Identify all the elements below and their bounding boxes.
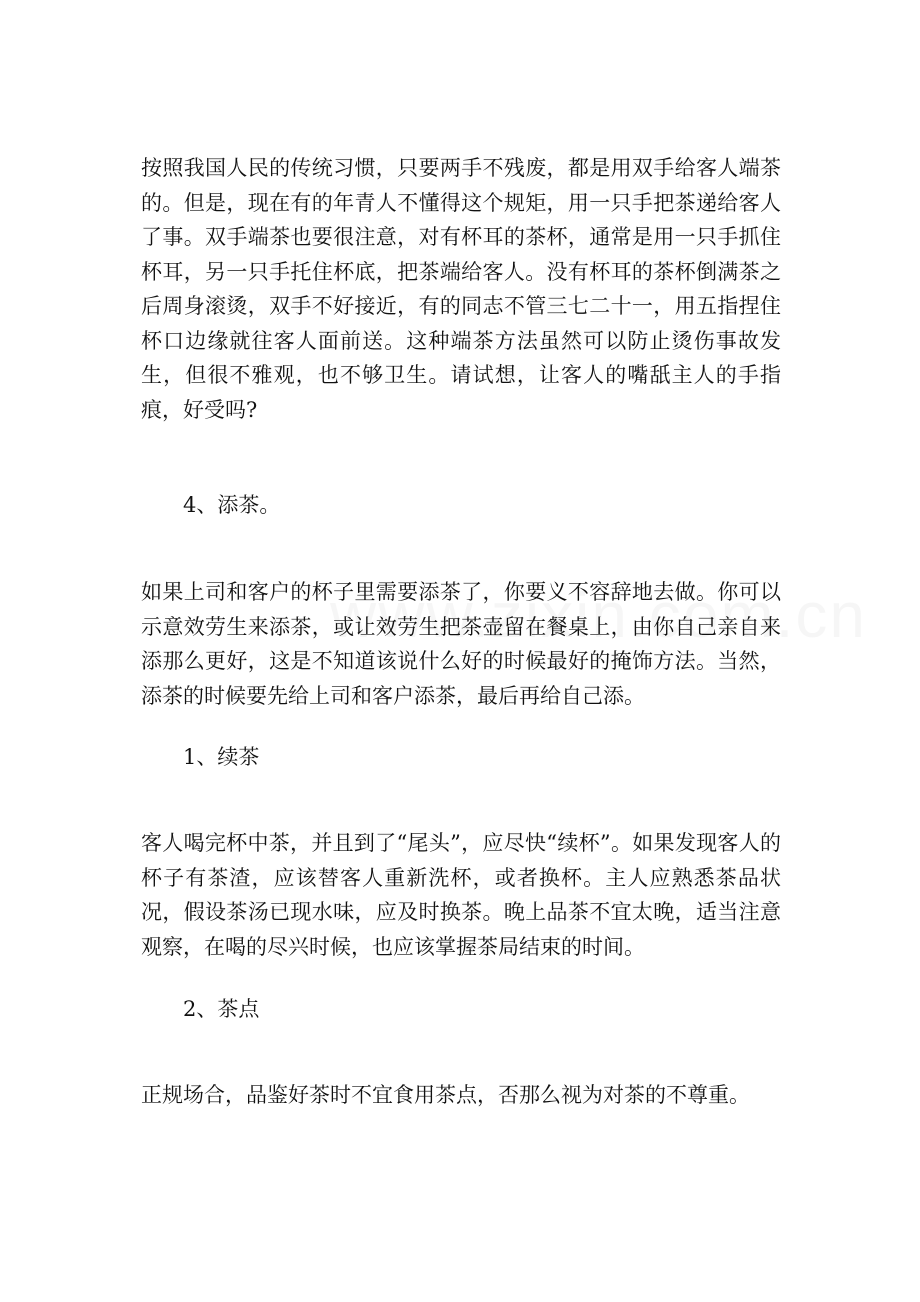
paragraph-tea-snacks: 正规场合，品鉴好茶时不宜食用茶点，否那么视为对茶的不尊重。 bbox=[141, 1083, 750, 1107]
heading-refill-tea: 1、续茶 bbox=[183, 745, 260, 769]
paragraph-refill-tea: 客人喝完杯中茶，并且到了“尾头”，应尽快“续杯”。如果发现客人的杯子有茶渣，应该替客人重新洗杯，或者换杯。主人应熟悉茶品状况，假设茶汤已现水味，应及时换茶。晚上品茶不宜太晚，适当注意观察，在喝的尽兴时候，也应该掌握茶局结束的时间。 bbox=[141, 831, 781, 959]
heading-tea-snacks: 2、茶点 bbox=[183, 997, 260, 1021]
heading-add-tea: 4、添茶。 bbox=[183, 493, 281, 517]
paragraph-add-tea: 如果上司和客户的杯子里需要添茶了，你要义不容辞地去做。你可以示意效劳生来添茶，或让效劳生把茶壶留在餐桌上，由你自己亲自来添那么更好，这是不知道该说什么好的时候最好的掩饰方法。当然，添茶的时候要先给上司和客户添茶，最后再给自己添。 bbox=[141, 580, 781, 708]
paragraph-serving-tea: 按照我国人民的传统习惯，只要两手不残废，都是用双手给客人端茶的。但是，现在有的年青人不懂得这个规矩，用一只手把茶递给客人了事。双手端茶也要很注意，对有杯耳的茶杯，通常是用一只手抓住杯耳，另一只手托住杯底，把茶端给客人。没有杯耳的茶杯倒满茶之后周身滚烫，双手不好接近，有的同志不管三七二十一，用五指捏住杯口边缘就往客人面前送。这种端茶方法虽然可以防止烫伤事故发生，但很不雅观，也不够卫生。请试想，让客人的嘴舐主人的手指痕，好受吗? bbox=[141, 156, 781, 422]
